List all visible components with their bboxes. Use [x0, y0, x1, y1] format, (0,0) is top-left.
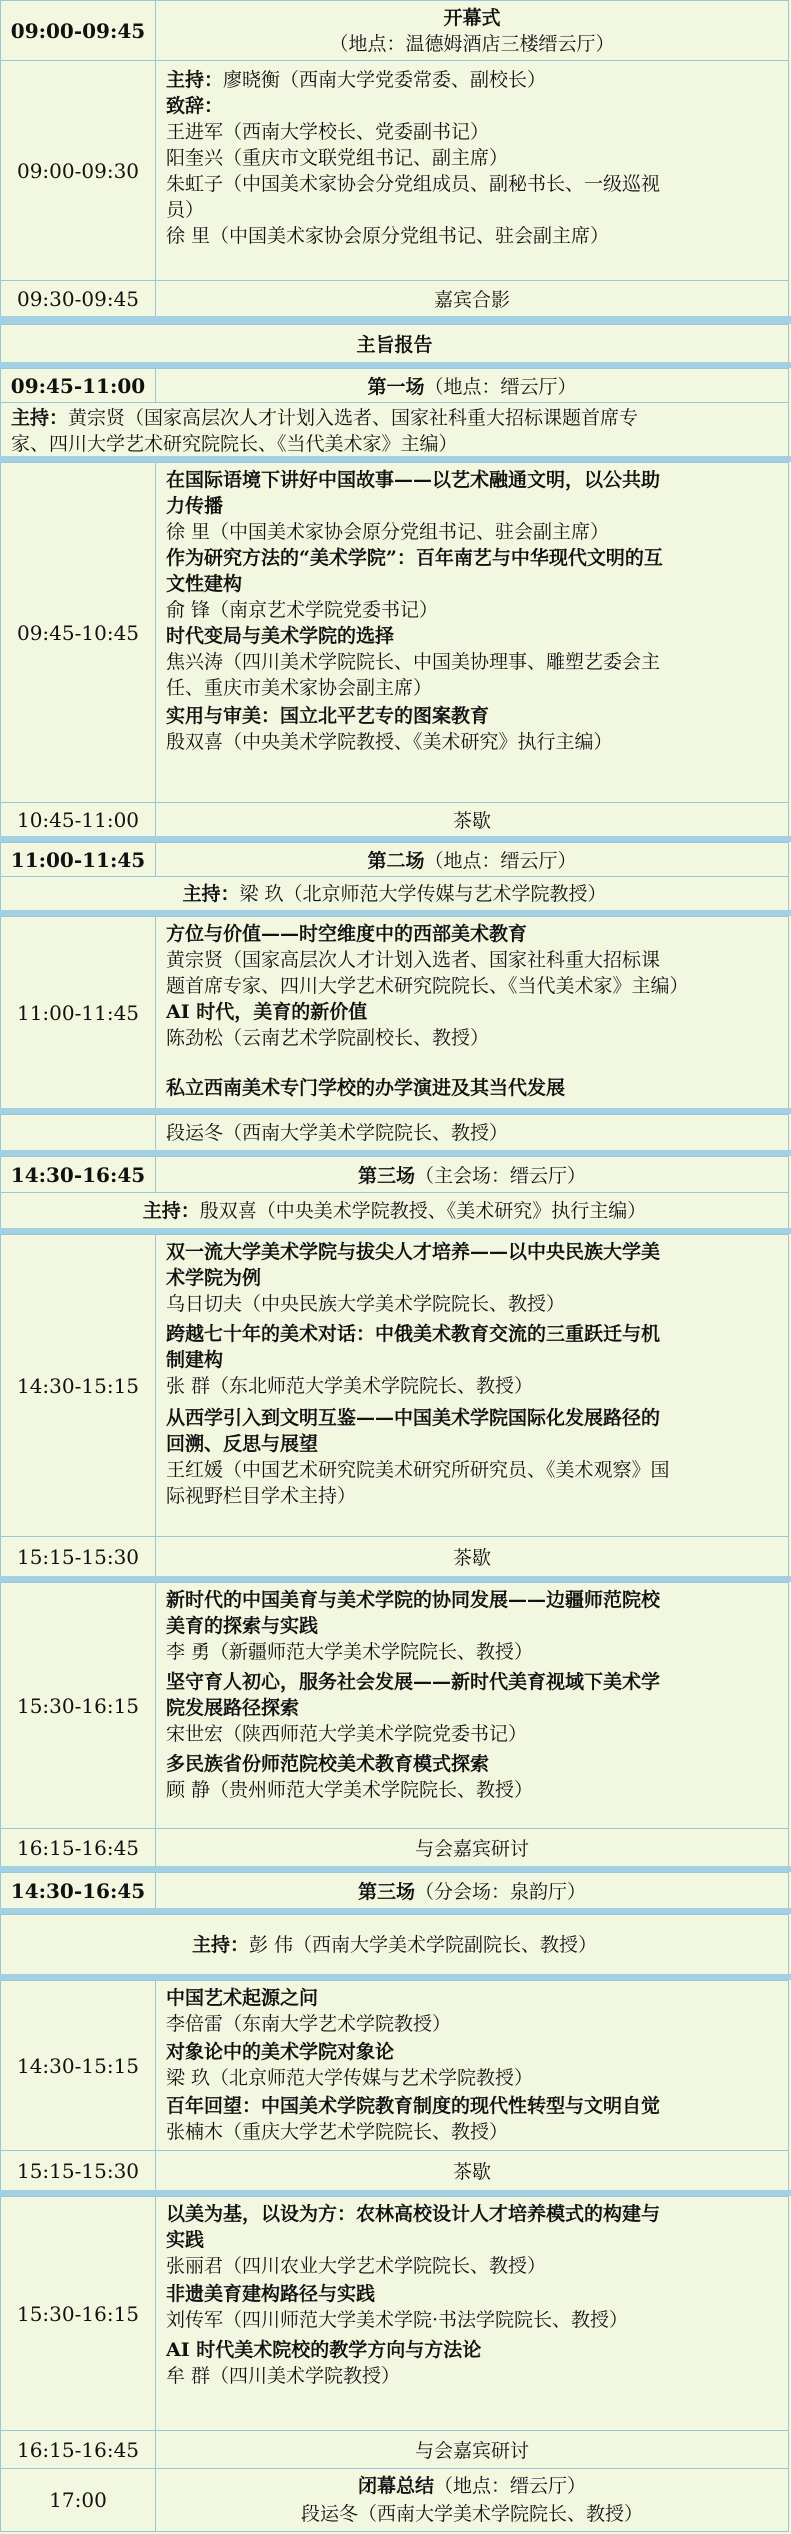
time-cell: 14:30-16:45 — [1, 1873, 156, 1908]
schedule-row — [0, 1914, 789, 1974]
text-line: 张楠木（重庆大学艺术学院院长、教授） — [166, 2121, 509, 2143]
session-title: 第二场 — [367, 850, 425, 872]
session-venue: （地点：缙云厅） — [424, 376, 577, 398]
text-line: 主持：廖晓衡（西南大学党委常委、副校长） — [166, 69, 547, 91]
content-cell — [156, 2469, 788, 2531]
schedule-row — [0, 60, 789, 280]
schedule-row — [0, 368, 789, 402]
session-title: 第三场 — [357, 1881, 415, 1903]
text-line: 家、四川大学艺术研究院院长、《当代美术家》主编） — [11, 433, 458, 455]
text-line: AI 时代美术院校的教学方向与方法论 — [166, 2339, 482, 2361]
time-cell: 14:30-16:45 — [1, 1157, 156, 1192]
schedule-row — [0, 1980, 789, 2150]
text-line: （地点：温德姆酒店三楼缙云厅） — [329, 33, 615, 55]
schedule-row — [0, 1192, 789, 1228]
schedule-row — [0, 1156, 789, 1192]
text-line: 美育的探索与实践 — [166, 1615, 319, 1637]
text-line: 私立西南美术专门学校的办学演进及其当代发展 — [166, 1077, 566, 1099]
schedule-row — [0, 1536, 789, 1576]
text-line: AI 时代，美育的新价值 — [166, 1001, 368, 1023]
time-cell — [1, 1115, 156, 1150]
text-line: 致辞： — [166, 95, 224, 117]
text-line: 王红媛（中国艺术研究院美术研究所研究员、《美术观察》国 — [166, 1459, 670, 1481]
text-line: 乌日切夫（中央民族大学美术学院院长、教授） — [166, 1293, 566, 1315]
text-line: 力传播 — [166, 495, 224, 517]
text-line: 张 群（东北师范大学美术学院院长、教授） — [166, 1375, 534, 1397]
content-cell — [1, 403, 788, 456]
schedule-row — [0, 802, 789, 836]
content-cell — [156, 369, 788, 402]
schedule-row — [0, 842, 789, 876]
text-line: 题首席专家、四川大学艺术研究院院长、《当代美术家》主编） — [166, 975, 689, 997]
schedule-row — [0, 1872, 789, 1908]
text-line: 主持：黄宗贤（国家高层次人才计划入选者、国家社科重大招标课题首席专 — [11, 407, 639, 429]
schedule-row — [0, 280, 789, 316]
text-line: 李 勇（新疆师范大学美术学院院长、教授） — [166, 1641, 534, 1663]
schedule-row — [0, 1582, 789, 1828]
time-cell: 09:45-10:45 — [1, 463, 156, 802]
text-line: 实践 — [166, 2229, 205, 2251]
content-cell — [156, 1873, 788, 1908]
text-line: 制建构 — [166, 1349, 224, 1371]
text-line: 朱虹子（中国美术家协会分党组成员、副秘书长、一级巡视 — [166, 173, 661, 195]
text-line: 回溯、反思与展望 — [166, 1433, 319, 1455]
content-cell: 茶歇 — [452, 1547, 491, 1569]
schedule-row — [0, 1114, 789, 1150]
time-cell: 17:00 — [1, 2469, 156, 2531]
text-line: 新时代的中国美育与美术学院的协同发展——边疆师范院校 — [166, 1589, 661, 1611]
text-line: 段运冬（西南大学美术学院院长、教授） — [166, 1122, 509, 1144]
schedule-row — [0, 2468, 789, 2532]
content-cell — [1, 1915, 788, 1974]
content-cell — [156, 843, 788, 876]
session-title: 第一场 — [367, 376, 425, 398]
time-cell: 15:15-15:30 — [1, 1537, 156, 1576]
text-line: 院发展路径探索 — [166, 1697, 300, 1719]
text-line: 实用与审美：国立北平艺专的图案教育 — [166, 705, 490, 727]
time-cell: 11:00-11:45 — [1, 843, 156, 876]
content-cell — [156, 917, 788, 1108]
text-line: 殷双喜（中央美术学院教授、《美术研究》执行主编） — [166, 731, 613, 753]
text-line: 任、重庆市美术家协会副主席） — [166, 677, 433, 699]
text-line: 俞 锋（南京艺术学院党委书记） — [166, 599, 439, 621]
content-cell — [156, 2197, 788, 2430]
text-line: 王进军（西南大学校长、党委副书记） — [166, 121, 490, 143]
text-line: 员） — [166, 199, 205, 221]
session-venue: （地点：缙云厅） — [424, 850, 577, 872]
text-line: 双一流大学美术学院与拔尖人才培养——以中央民族大学美 — [166, 1241, 661, 1263]
text-line: 多民族省份师范院校美术教育模式探索 — [166, 1753, 490, 1775]
text-line: 黄宗贤（国家高层次人才计划入选者、国家社科重大招标课 — [166, 949, 661, 971]
schedule-row — [0, 402, 789, 456]
schedule-row — [0, 462, 789, 802]
time-cell: 15:15-15:30 — [1, 2151, 156, 2190]
text-line: 宋世宏（陕西师范大学美术学院党委书记） — [166, 1723, 528, 1745]
content-cell — [156, 1115, 788, 1150]
content-cell: 茶歇 — [452, 810, 491, 832]
content-cell — [156, 1235, 788, 1536]
text-line: 文性建构 — [166, 573, 243, 595]
schedule-row — [0, 324, 789, 362]
content-cell — [156, 1583, 788, 1828]
time-cell: 15:30-16:15 — [1, 2197, 156, 2430]
time-cell: 09:00-09:30 — [1, 61, 156, 280]
text-line: 术学院为例 — [166, 1267, 262, 1289]
content-cell — [156, 463, 788, 802]
time-cell: 09:30-09:45 — [1, 281, 156, 316]
schedule-row — [0, 916, 789, 1108]
content-cell — [156, 1157, 788, 1192]
content-cell — [156, 1981, 788, 2150]
session-venue: （主会场：缙云厅） — [415, 1165, 587, 1187]
row-separator — [0, 316, 791, 324]
text-line: 主持：殷双喜（中央美术学院教授、《美术研究》执行主编） — [142, 1200, 647, 1222]
schedule-row — [0, 1828, 789, 1866]
time-cell: 09:45-11:00 — [1, 369, 156, 402]
schedule-row — [0, 876, 789, 910]
text-line: 顾 静（贵州师范大学美术学院院长、教授） — [166, 1779, 534, 1801]
content-cell: 主旨报告 — [356, 334, 433, 356]
text-line: 开幕式 — [443, 7, 501, 29]
text-line: 坚守育人初心，服务社会发展——新时代美育视域下美术学 — [166, 1671, 661, 1693]
text-line: 百年回望：中国美术学院教育制度的现代性转型与文明自觉 — [166, 2095, 661, 2117]
time-cell: 11:00-11:45 — [1, 917, 156, 1108]
text-line: 徐 里（中国美术家协会原分党组书记、驻会副主席） — [166, 225, 610, 247]
schedule-row — [0, 1234, 789, 1536]
time-cell: 09:00-09:45 — [1, 1, 156, 60]
content-cell: 与会嘉宾研讨 — [414, 2440, 529, 2462]
text-line: 牟 群（四川美术学院教授） — [166, 2365, 401, 2387]
text-line: 跨越七十年的美术对话：中俄美术教育交流的三重跃迁与机 — [166, 1323, 661, 1345]
text-line: 际视野栏目学术主持） — [166, 1485, 357, 1507]
content-cell: 茶歇 — [452, 2161, 491, 2183]
schedule-row — [0, 0, 789, 60]
text-line: 陈劲松（云南艺术学院副校长、教授） — [166, 1027, 490, 1049]
content-cell — [156, 1, 788, 60]
text-line: 闭幕总结（地点：缙云厅） — [357, 2475, 587, 2497]
text-line: 徐 里（中国美术家协会原分党组书记、驻会副主席） — [166, 521, 610, 543]
time-cell: 15:30-16:15 — [1, 1583, 156, 1828]
text-line: 方位与价值——时空维度中的西部美术教育 — [166, 923, 528, 945]
content-cell: 与会嘉宾研讨 — [414, 1838, 529, 1860]
text-line: 作为研究方法的“美术学院”：百年南艺与中华现代文明的互 — [166, 547, 663, 569]
content-cell — [156, 61, 788, 280]
text-line: 在国际语境下讲好中国故事——以艺术融通文明，以公共助 — [166, 469, 661, 491]
content-cell — [1, 1193, 788, 1228]
text-line: 非遗美育建构路径与实践 — [166, 2283, 376, 2305]
text-line: 主持：彭 伟（西南大学美术学院副院长、教授） — [191, 1934, 598, 1956]
schedule-row — [0, 2196, 789, 2430]
text-line: 段运冬（西南大学美术学院院长、教授） — [300, 2503, 643, 2525]
time-cell: 10:45-11:00 — [1, 803, 156, 836]
text-line: 对象论中的美术学院对象论 — [166, 2041, 395, 2063]
text-line: 以美为基，以设为方：农林高校设计人才培养模式的构建与 — [166, 2203, 661, 2225]
text-line: 张丽君（四川农业大学艺术学院院长、教授） — [166, 2255, 547, 2277]
content-cell — [1, 877, 788, 910]
time-cell: 14:30-15:15 — [1, 1235, 156, 1536]
session-venue: （分会场：泉韵厅） — [415, 1881, 587, 1903]
text-line: 梁 玖（北京师范大学传媒与艺术学院教授） — [166, 2067, 534, 2089]
schedule-row — [0, 2150, 789, 2190]
time-cell: 16:15-16:45 — [1, 1829, 156, 1866]
text-line: 时代变局与美术学院的选择 — [166, 625, 395, 647]
text-line: 刘传军（四川师范大学美术学院·书法学院院长、教授） — [166, 2309, 629, 2331]
content-cell: 嘉宾合影 — [433, 289, 510, 311]
text-line: 主持：梁 玖（北京师范大学传媒与艺术学院教授） — [182, 883, 607, 905]
text-line: 中国艺术起源之问 — [166, 1987, 319, 2009]
session-title: 第三场 — [357, 1165, 415, 1187]
text-line: 阳奎兴（重庆市文联党组书记、副主席） — [166, 147, 509, 169]
text-line: 从西学引入到文明互鉴——中国美术学院国际化发展路径的 — [166, 1407, 661, 1429]
time-cell: 16:15-16:45 — [1, 2431, 156, 2468]
schedule-row — [0, 2430, 789, 2468]
time-cell: 14:30-15:15 — [1, 1981, 156, 2150]
text-line: 李倍雷（东南大学艺术学院教授） — [166, 2013, 452, 2035]
text-line: 焦兴涛（四川美术学院院长、中国美协理事、雕塑艺委会主 — [166, 651, 661, 673]
